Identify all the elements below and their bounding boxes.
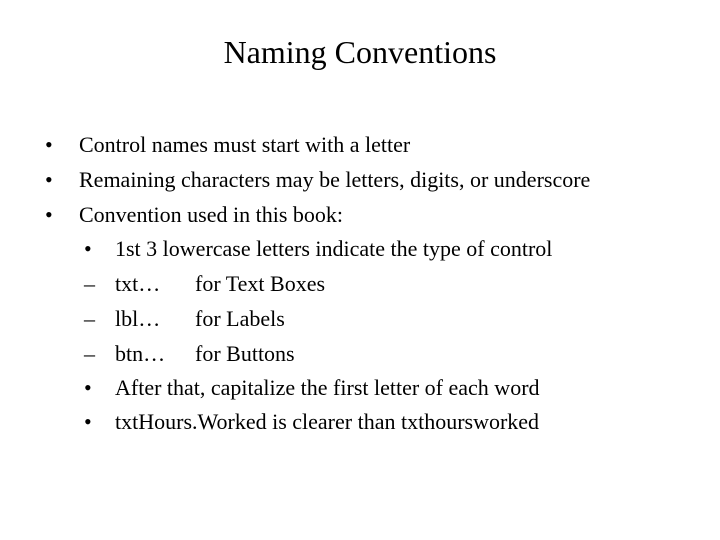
bullet-marker: •: [45, 167, 53, 192]
prefix-label: txt…: [115, 271, 161, 296]
bullet-marker: •: [45, 202, 53, 227]
bullet-text: Remaining characters may be letters, digits, or underscore: [79, 167, 591, 192]
bullet-item: [0, 163, 720, 197]
prefix-label: lbl…: [115, 306, 161, 331]
sub-bullet-text: After that, capitalize the first letter of each word: [115, 375, 540, 400]
bullet-text: Control names must start with a letter: [79, 132, 411, 157]
sub-bullet-text: for Labels: [195, 306, 285, 331]
sub-bullet-item: [0, 267, 720, 301]
bullet-item: [0, 128, 720, 162]
sub-bullet-text: 1st 3 lowercase letters indicate the type of control: [115, 236, 553, 261]
sub-bullet-item: [0, 337, 720, 371]
sub-bullet-text: for Text Boxes: [195, 271, 326, 296]
sub-bullet-marker: –: [84, 306, 95, 331]
sub-bullet-item: [0, 371, 720, 405]
sub-bullet-marker: –: [84, 341, 95, 366]
sub-bullet-text: txtHours.Worked is clearer than txthoursworked: [115, 409, 540, 434]
sub-bullet-marker: •: [84, 375, 92, 400]
sub-bullet-text: for Buttons: [195, 341, 295, 366]
sub-bullet-marker: –: [84, 271, 95, 296]
bullet-text: Convention used in this book:: [79, 202, 343, 227]
sub-bullet-item: [0, 302, 720, 336]
bullet-marker: •: [45, 132, 53, 157]
sub-bullet-marker: •: [84, 409, 92, 434]
sub-bullet-marker: •: [84, 236, 92, 261]
sub-bullet-item: [0, 405, 720, 439]
slide-title: Naming Conventions: [223, 34, 497, 70]
sub-bullet-item: [0, 232, 720, 266]
bullet-item: [0, 198, 720, 232]
prefix-label: btn…: [115, 341, 166, 366]
